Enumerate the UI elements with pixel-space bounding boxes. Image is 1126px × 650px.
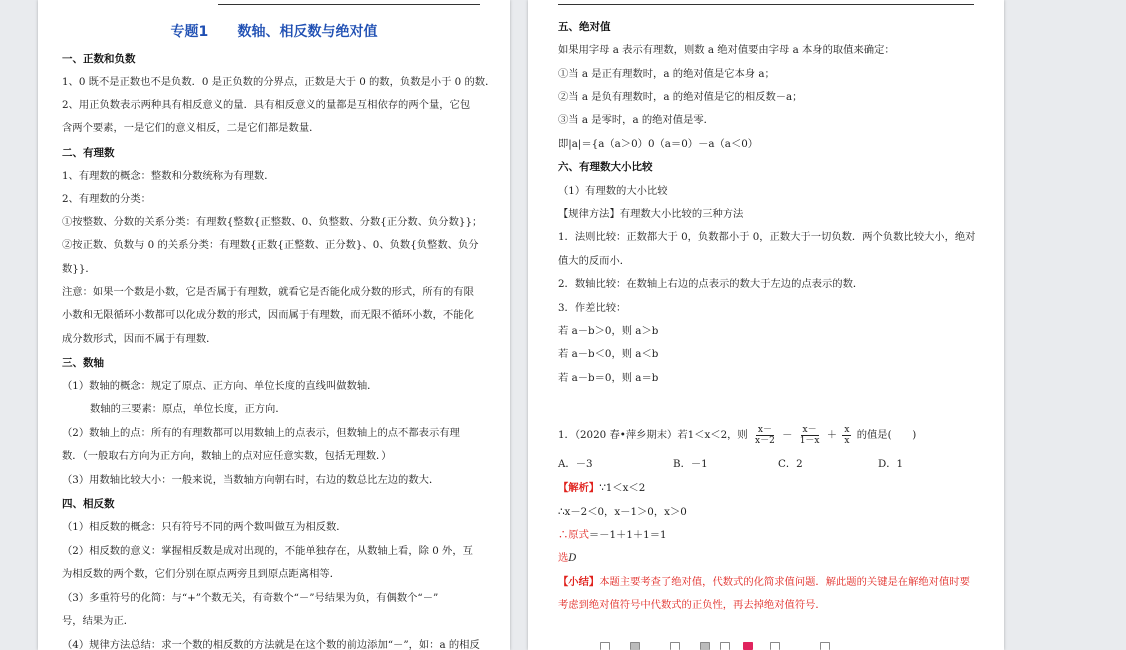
section-heading: 一、正数和负数 bbox=[62, 53, 136, 65]
text-line: 值大的反而小． bbox=[558, 255, 631, 267]
text-line: 号，结果为正． bbox=[62, 615, 135, 627]
text-line: 如果用字母 a 表示有理数，则数 a 绝对值要由字母 a 本身的取值来确定： bbox=[558, 44, 895, 56]
solution-label: ∴原式 bbox=[558, 529, 589, 541]
text-line: （1）数轴的概念：规定了原点、正方向、单位长度的直线叫做数轴． bbox=[62, 380, 378, 392]
text-line: 1、0 既不是正数也不是负数．0 是正负数的分界点，正数是大于 0 的数，负数是小于 0 的数． bbox=[62, 76, 496, 88]
text-line: 3．作差比较： bbox=[558, 302, 627, 314]
solution-text: ＝－1＋1＋1＝1 bbox=[588, 529, 667, 541]
solution-step bbox=[558, 528, 667, 542]
section-heading: 六、有理数大小比较 bbox=[558, 161, 653, 173]
text-line: 1、有理数的概念：整数和分数统称为有理数． bbox=[62, 170, 275, 182]
zoom-icon[interactable] bbox=[770, 642, 780, 650]
header-rule bbox=[558, 4, 974, 5]
document-page-left bbox=[38, 0, 510, 650]
fraction bbox=[798, 425, 822, 446]
text-line: 2、用正负数表示两种具有相反意义的量．具有相反意义的量都是互相依存的两个量，它包 bbox=[62, 99, 471, 111]
summary-line: 考虑到绝对值符号中代数式的正负性，再去掉绝对值符号． bbox=[558, 599, 826, 611]
text-line: 若 a－b＞0，则 a＞b bbox=[558, 325, 659, 337]
fraction bbox=[842, 425, 851, 446]
solution-step: ∴x－2＜0，x－1＞0，x＞0 bbox=[558, 506, 687, 518]
text-line: 成分数形式，因而不属于有理数． bbox=[62, 333, 217, 345]
choice-line bbox=[558, 551, 577, 565]
viewer-toolbar bbox=[560, 640, 1020, 650]
section-heading: 二、有理数 bbox=[62, 147, 115, 159]
text-line: 数．（一般取右方向为正方向，数轴上的点对应任意实数，包括无理数．） bbox=[62, 450, 392, 462]
summary-text: 本题主要考查了绝对值，代数式的化简求值问题．解此题的关键是在解绝对值时要 bbox=[599, 576, 970, 588]
option-b: B．－1 bbox=[673, 458, 708, 470]
book-icon[interactable] bbox=[670, 642, 680, 650]
grid-icon[interactable] bbox=[630, 642, 640, 650]
text-line: 若 a－b＝0，则 a＝b bbox=[558, 372, 659, 384]
text-line: （1）相反数的概念：只有符号不同的两个数叫做互为相反数． bbox=[62, 521, 347, 533]
fraction-numerator: x－ bbox=[802, 424, 817, 435]
summary-line bbox=[558, 575, 970, 589]
text-line: （3）多重符号的化简：与“+”个数无关，有奇数个“－”号结果为负，有偶数个“－” bbox=[62, 592, 439, 604]
page-icon[interactable] bbox=[600, 642, 610, 650]
app-icon[interactable] bbox=[743, 642, 753, 650]
text-line: （1）有理数的大小比较 bbox=[558, 185, 668, 197]
text-line: 数}}． bbox=[62, 263, 96, 275]
text-line: ①按整数、分数的关系分类：有理数{整数{正整数、0、负整数、分数{正分数、负分数}}； bbox=[62, 216, 483, 228]
layout-icon[interactable] bbox=[700, 642, 710, 650]
text-line: （4）规律方法总结：求一个数的相反数的方法就是在这个数的前边添加“－”，如：a 的相反 bbox=[62, 639, 480, 650]
summary-label: 【小结】 bbox=[558, 576, 600, 588]
view-icon[interactable] bbox=[720, 642, 730, 650]
text-line: 【规律方法】有理数大小比较的三种方法 bbox=[558, 208, 744, 220]
section-heading: 五、绝对值 bbox=[558, 21, 611, 33]
option-d: D．1 bbox=[878, 458, 904, 470]
question-suffix: 的值是( ) bbox=[856, 429, 917, 441]
choice-value: D bbox=[568, 552, 577, 564]
text-line: ③当 a 是零时，a 的绝对值是零． bbox=[558, 114, 714, 126]
option-a: A．－3 bbox=[558, 458, 593, 470]
choice-label: 选 bbox=[558, 552, 569, 564]
text-line: 数轴的三要素：原点，单位长度，正方向． bbox=[90, 403, 286, 415]
section-heading: 四、相反数 bbox=[62, 498, 115, 510]
text-line: ①当 a 是正有理数时，a 的绝对值是它本身 a； bbox=[558, 68, 775, 80]
text-line: 若 a－b＜0，则 a＜b bbox=[558, 348, 659, 360]
text-line: 2、有理数的分类： bbox=[62, 193, 151, 205]
operator: － bbox=[782, 429, 793, 441]
question-line bbox=[558, 423, 916, 447]
fraction-denominator: x bbox=[844, 435, 850, 446]
fraction-denominator: 1－x bbox=[799, 435, 820, 446]
text-line: 小数和无限循环小数都可以化成分数的形式，因而属于有理数，而无限不循环小数，不能化 bbox=[62, 309, 474, 321]
text-line: 1．法则比较：正数都大于 0，负数都小于 0，正数大于一切负数．两个负数比较大小，绝对 bbox=[558, 231, 976, 243]
fraction-numerator: x－ bbox=[757, 424, 772, 435]
operator: ＋ bbox=[826, 429, 838, 441]
text-line: 含两个要素，一是它们的意义相反，二是它们都是数量． bbox=[62, 122, 320, 134]
text-line: 注意：如果一个数是小数，它是否属于有理数，就看它是否能化成分数的形式，所有的有限 bbox=[62, 286, 474, 298]
text-line: 即|a|＝{a（a＞0）0（a＝0）－a（a＜0） bbox=[558, 138, 759, 150]
fraction bbox=[753, 425, 777, 446]
page-title: 专题1 数轴、相反数与绝对值 bbox=[170, 24, 378, 40]
section-heading: 三、数轴 bbox=[62, 357, 104, 369]
text-line: （2）数轴上的点：所有的有理数都可以用数轴上的点表示，但数轴上的点不都表示有理 bbox=[62, 427, 460, 439]
text-line: 为相反数的两个数，它们分别在原点两旁且到原点距离相等． bbox=[62, 568, 341, 580]
text-line: ②按正数、负数与 0 的关系分类：有理数{正数{正整数、正分数}、0、负数{负整数、负分 bbox=[62, 239, 479, 251]
option-c: C．2 bbox=[778, 458, 803, 470]
fraction-numerator: x bbox=[844, 424, 850, 435]
text-line: ②当 a 是负有理数时，a 的绝对值是它的相反数－a； bbox=[558, 91, 803, 103]
fraction-denominator: x－2 bbox=[755, 435, 775, 446]
document-page-right bbox=[528, 0, 1004, 650]
fit-icon[interactable] bbox=[820, 642, 830, 650]
analysis-label: 【解析】 bbox=[558, 482, 600, 494]
analysis-line bbox=[558, 481, 645, 495]
analysis-text: ∵1＜x＜2 bbox=[599, 482, 646, 494]
question-prefix: 1．（2020 春•萍乡期末）若1＜x＜2，则 bbox=[558, 429, 748, 441]
text-line: 2．数轴比较：在数轴上右边的点表示的数大于左边的点表示的数． bbox=[558, 278, 864, 290]
text-line: （3）用数轴比较大小：一般来说，当数轴方向朝右时，右边的数总比左边的数大． bbox=[62, 474, 440, 486]
text-line: （2）相反数的意义：掌握相反数是成对出现的，不能单独存在，从数轴上看，除 0 外，互 bbox=[62, 545, 473, 557]
header-rule bbox=[218, 4, 480, 5]
